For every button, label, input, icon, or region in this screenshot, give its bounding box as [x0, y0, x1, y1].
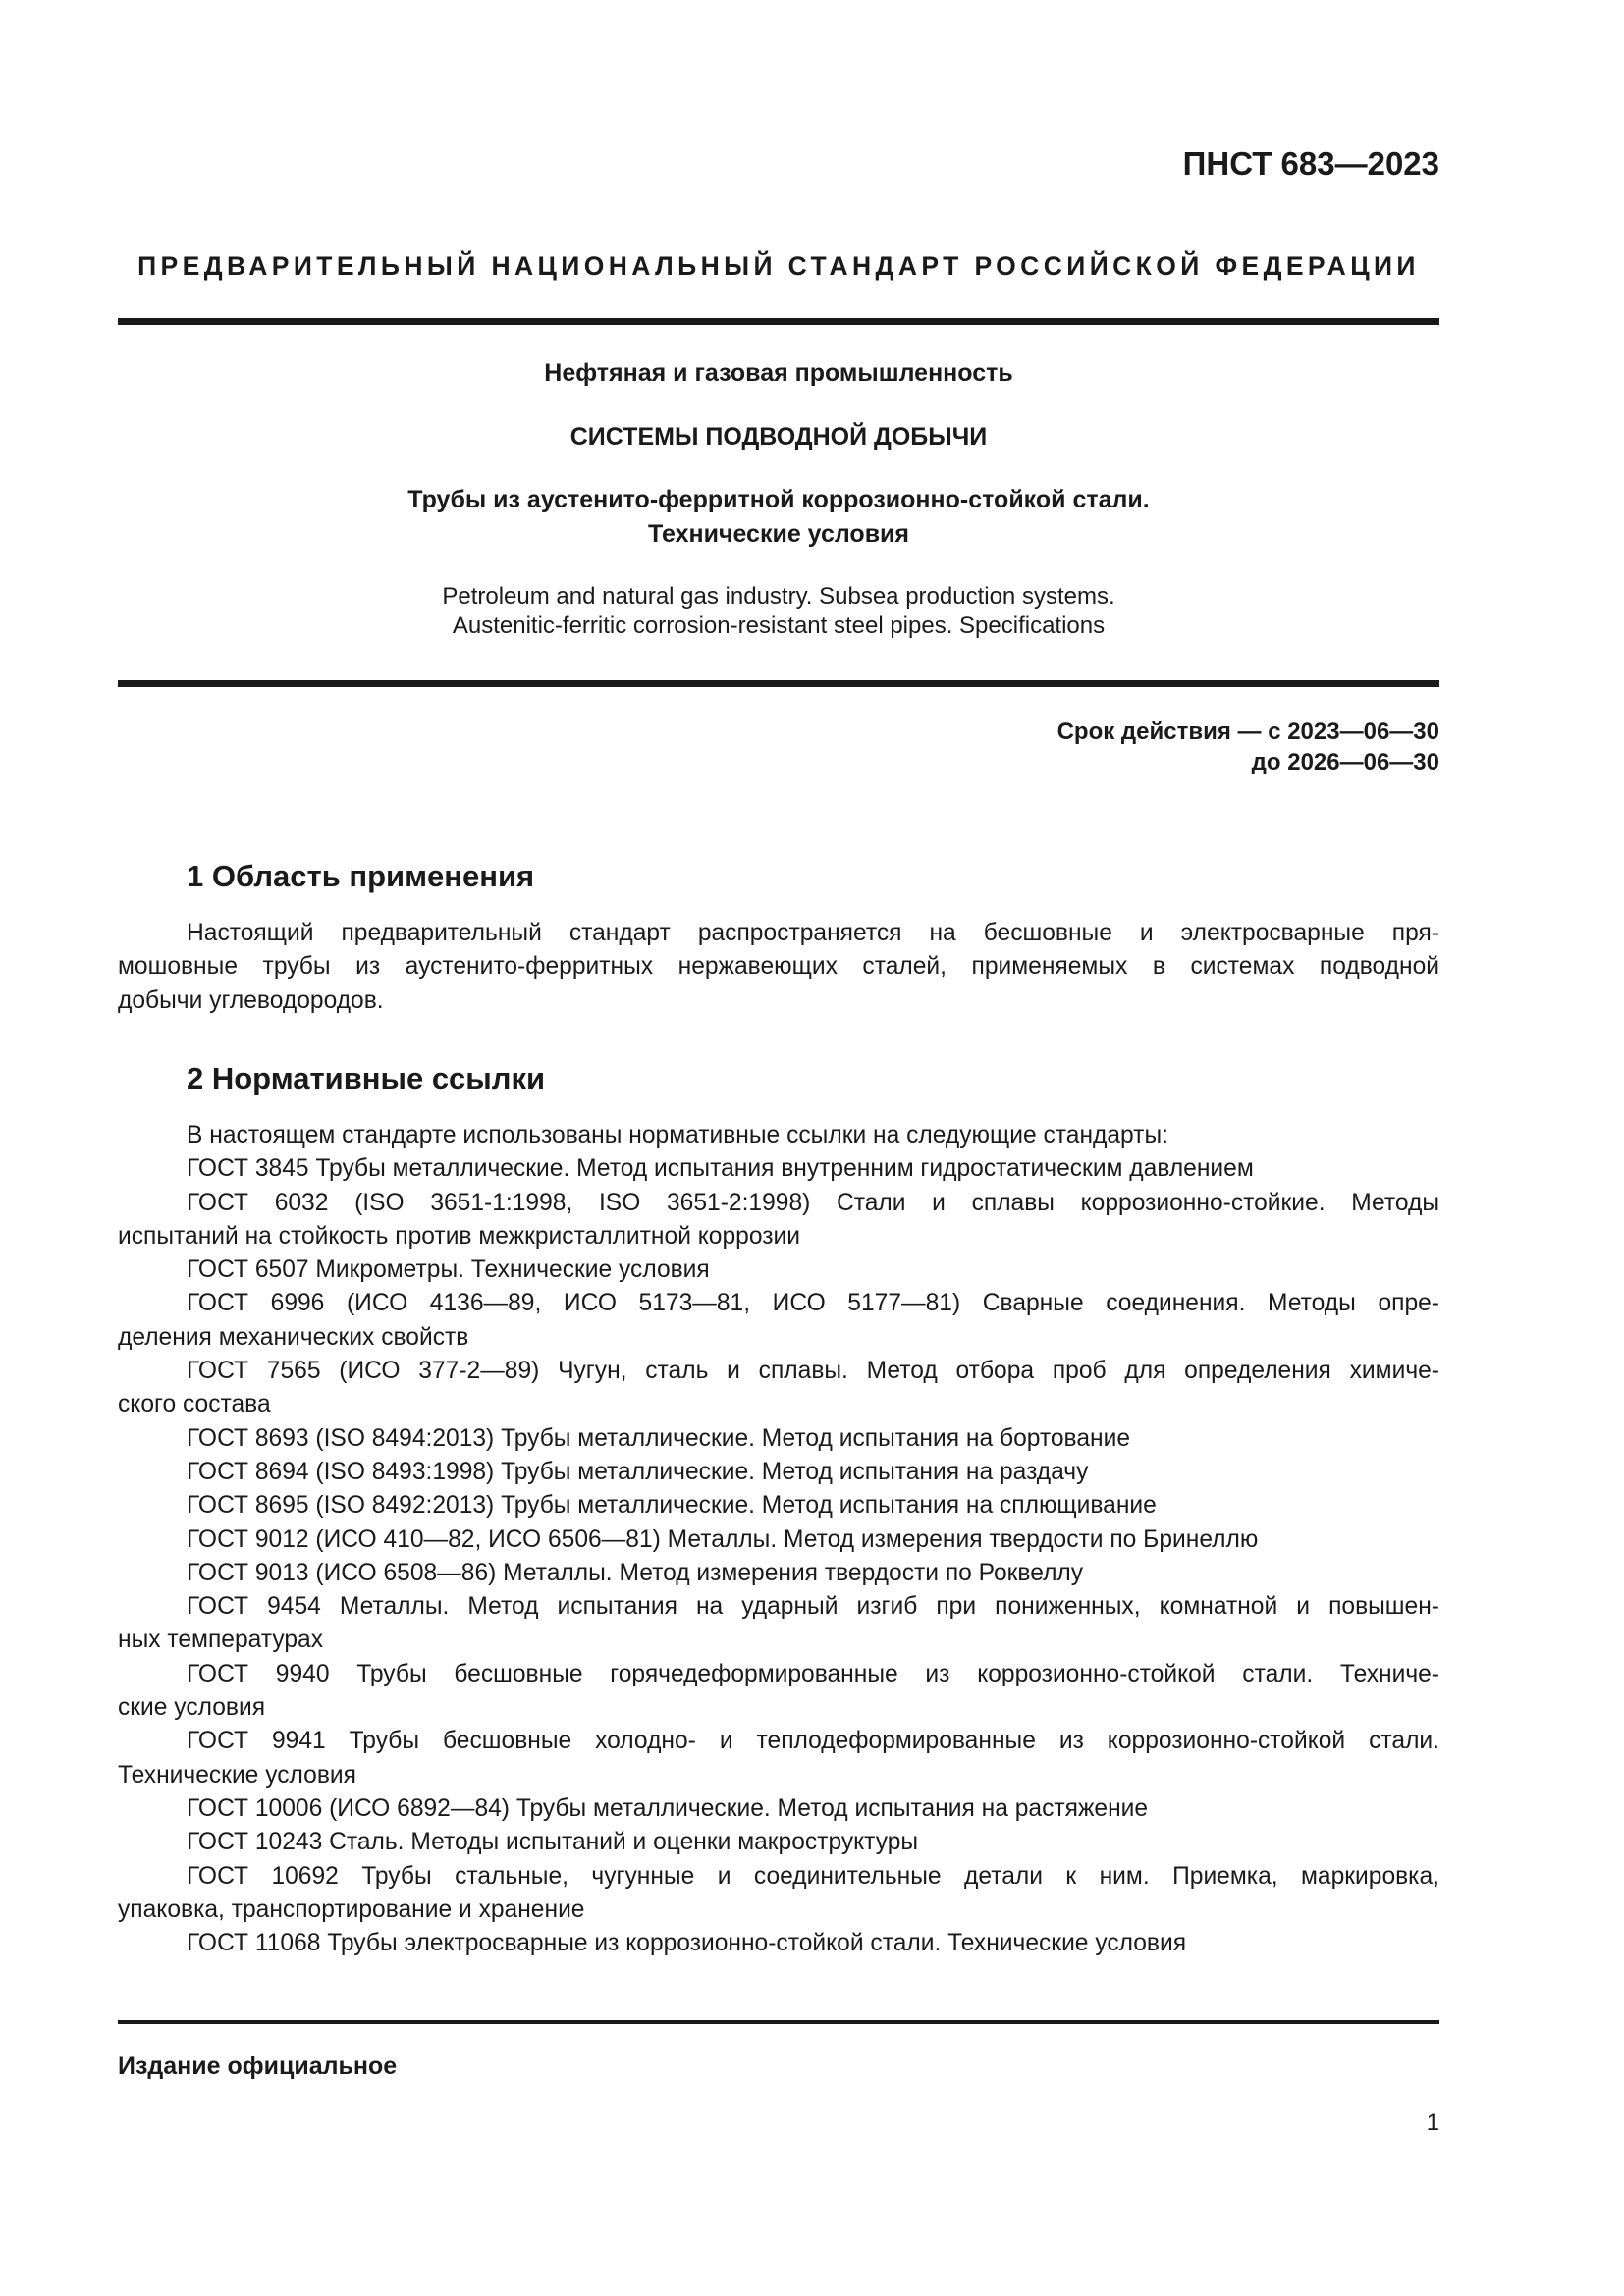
reference-line: ных температурах — [118, 1627, 323, 1654]
normative-references-list — [118, 1119, 1439, 1960]
section1-body — [118, 917, 1439, 1018]
body-line: добычи углеводородов. — [118, 987, 384, 1014]
reference-line: ГОСТ 7565 (ИСО 377-2—89) Чугун, сталь и сплавы. Метод отбора проб для определения химиче- — [187, 1358, 1439, 1385]
reference-line: ГОСТ 9454 Металлы. Метод испытания на ударный изгиб при пониженных, комнатной и повышен- — [187, 1593, 1439, 1621]
standard-header: ПРЕДВАРИТЕЛЬНЫЙ НАЦИОНАЛЬНЫЙ СТАНДАРТ РОССИЙСКОЙ ФЕДЕРАЦИИ — [137, 251, 1420, 281]
header-rule — [118, 318, 1439, 325]
effective-date-to: до 2026—06—30 — [1251, 749, 1439, 775]
reference-line: ского состава — [118, 1391, 271, 1418]
reference-line: ГОСТ 8693 (ISO 8494:2013) Трубы металлические. Метод испытания на бортование — [187, 1424, 1131, 1452]
reference-line: ГОСТ 3845 Трубы металлические. Метод испытания внутренним гидростатическим давлением — [187, 1155, 1254, 1183]
footer-rule — [118, 2020, 1439, 2024]
reference-line: упаковка, транспортирование и хранение — [118, 1896, 585, 1923]
page-number: 1 — [1426, 2109, 1439, 2136]
reference-line: деления механических свойств — [118, 1323, 469, 1351]
document-number: ПНСТ 683—2023 — [1182, 145, 1439, 182]
section1-heading: 1 Область применения — [187, 859, 535, 893]
edition-label: Издание официальное — [118, 2053, 398, 2080]
title-english-line1: Petroleum and natural gas industry. Subsea production systems. — [442, 583, 1115, 610]
reference-line: Технические условия — [118, 1761, 356, 1789]
title-subject-line1: Трубы из аустенито-ферритной коррозионно-стойкой стали. — [407, 486, 1150, 513]
reference-line: ГОСТ 9940 Трубы бесшовные горячедеформированные из коррозионно-стойкой стали. Техниче- — [187, 1660, 1439, 1687]
reference-line: ГОСТ 6032 (ISO 3651-1:1998, ISO 3651-2:1998) Стали и сплавы коррозионно-стойкие. Методы — [187, 1189, 1439, 1216]
reference-line: ГОСТ 10692 Трубы стальные, чугунные и соединительные детали к ним. Приемка, маркировка, — [187, 1862, 1439, 1890]
reference-line: ГОСТ 9013 (ИСО 6508—86) Металлы. Метод измерения твердости по Роквеллу — [187, 1559, 1084, 1586]
reference-line: ские условия — [118, 1694, 266, 1722]
reference-line: ГОСТ 6996 (ИСО 4136—89, ИСО 5173—81, ИСО 5177—81) Сварные соединения. Методы опре- — [187, 1290, 1439, 1317]
title-subject-line2: Технические условия — [647, 520, 910, 548]
reference-line: ГОСТ 10006 (ИСО 6892—84) Трубы металлические. Метод испытания на растяжение — [187, 1794, 1149, 1822]
reference-line: испытаний на стойкость против межкристаллитной коррозии — [118, 1222, 800, 1250]
effective-date-from: Срок действия — с 2023—06—30 — [1056, 719, 1439, 745]
title-rule — [118, 680, 1439, 687]
title-industry: Нефтяная и газовая промышленность — [544, 359, 1013, 387]
reference-line: ГОСТ 8695 (ISO 8492:2013) Трубы металлические. Метод испытания на сплющивание — [187, 1492, 1157, 1520]
body-line: мошовные трубы из аустенито-ферритных нержавеющих сталей, применяемых в системах подводной — [118, 953, 1439, 981]
body-line: Настоящий предварительный стандарт распространяется на бесшовные и электросварные пря- — [187, 920, 1439, 946]
reference-line: ГОСТ 11068 Трубы электросварные из коррозионно-стойкой стали. Технические условия — [187, 1930, 1187, 1957]
reference-line: В настоящем стандарте использованы нормативные ссылки на следующие стандарты: — [187, 1122, 1168, 1148]
reference-line: ГОСТ 10243 Сталь. Методы испытаний и оценки макроструктуры — [187, 1829, 919, 1856]
reference-line: ГОСТ 8694 (ISO 8493:1998) Трубы металлические. Метод испытания на раздачу — [187, 1458, 1089, 1485]
reference-line: ГОСТ 9012 (ИСО 410—82, ИСО 6506—81) Металлы. Метод измерения твердости по Бринеллю — [187, 1525, 1259, 1553]
section2-heading: 2 Нормативные ссылки — [187, 1061, 546, 1095]
reference-line: ГОСТ 6507 Микрометры. Технические условия — [187, 1256, 710, 1284]
reference-line: ГОСТ 9941 Трубы бесшовные холодно- и теплодеформированные из коррозионно-стойкой стали. — [187, 1728, 1439, 1755]
title-system: СИСТЕМЫ ПОДВОДНОЙ ДОБЫЧИ — [569, 423, 988, 451]
title-english-line2: Austenitic-ferritic corrosion-resistant steel pipes. Specifications — [452, 613, 1106, 639]
